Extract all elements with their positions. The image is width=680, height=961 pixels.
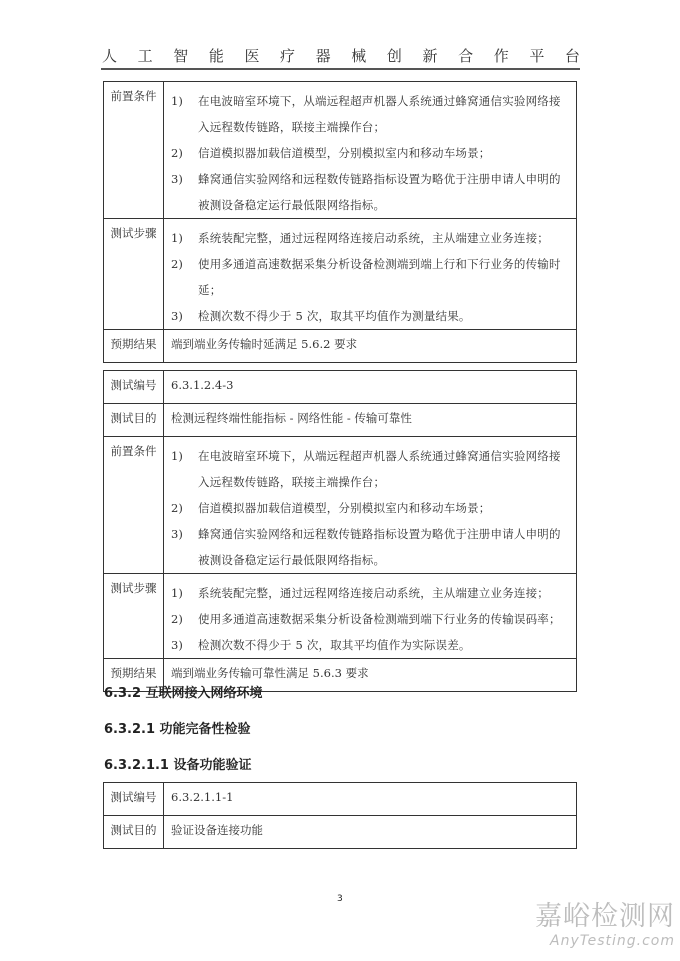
- row-test-id: [104, 371, 577, 404]
- watermark-cn: 嘉峪检测网: [535, 901, 675, 932]
- header-char: 平: [529, 47, 545, 65]
- item-number: 2): [171, 612, 183, 626]
- item-text: 系统装配完整，通过远程网络连接启动系统，主从端建立业务连接；: [198, 586, 549, 600]
- list-item: [171, 251, 570, 303]
- row-preconditions: [104, 82, 577, 219]
- header-char: 智: [173, 47, 189, 65]
- item-line: 蜂窝通信实验网络和远程数传链路指标设置为略优于注册申请人申明的: [198, 172, 561, 186]
- list-item: [171, 632, 570, 658]
- item-number: 1): [171, 94, 183, 108]
- preconditions-list: [164, 82, 577, 219]
- expected-label: 预期结果: [104, 330, 164, 363]
- item-text: 检测次数不得少于 5 次，取其平均值作为测量结果。: [198, 309, 471, 323]
- test-id-label: 测试编号: [104, 783, 164, 816]
- purpose-label: 测试目的: [104, 404, 164, 437]
- row-expected: [104, 330, 577, 363]
- item-text: 检测次数不得少于 5 次，取其平均值作为实际误差。: [198, 638, 471, 652]
- header-char: 医: [244, 47, 260, 65]
- item-text: [198, 443, 570, 495]
- test-id-label: 测试编号: [104, 371, 164, 404]
- test-id-value: 6.3.2.1.1-1: [164, 783, 577, 816]
- row-purpose: [104, 404, 577, 437]
- header-char: 能: [208, 47, 224, 65]
- item-text: 信道模拟器加载信道模型，分别模拟室内和移动车场景；: [198, 146, 491, 160]
- row-test-id: [104, 783, 577, 816]
- watermark-en: AnyTesting.com: [550, 933, 675, 949]
- watermark-logo: [525, 902, 675, 950]
- item-number: 1): [171, 449, 183, 463]
- item-line: 被测设备稳定运行最低限网络指标。: [198, 198, 386, 212]
- list-item: [171, 303, 570, 329]
- purpose-value: 验证设备连接功能: [164, 816, 577, 849]
- header-char: 新: [422, 47, 438, 65]
- header-char: 作: [493, 47, 509, 65]
- expected-value: 端到端业务传输可靠性满足 5.6.3 要求: [164, 659, 577, 692]
- item-line: 在电波暗室环境下，从端远程超声机器人系统通过蜂窝通信实验网络接: [198, 94, 561, 108]
- steps-label: 测试步骤: [104, 219, 164, 330]
- item-number: 3): [171, 638, 183, 652]
- item-text: [198, 521, 570, 573]
- row-preconditions: [104, 437, 577, 574]
- item-text: [198, 88, 570, 140]
- expected-label: 预期结果: [104, 659, 164, 692]
- preconditions-label: 前置条件: [104, 437, 164, 574]
- row-steps: [104, 219, 577, 330]
- header-char: 合: [458, 47, 474, 65]
- list-item: [171, 606, 570, 632]
- item-number: 2): [171, 501, 183, 515]
- item-line: 入远程数传链路，联接主端操作台；: [198, 475, 386, 489]
- list-item: [171, 225, 570, 251]
- row-steps: [104, 574, 577, 659]
- section-heading-6-3-2-1-1: 6.3.2.1.1 设备功能验证: [104, 758, 252, 773]
- header-char: 疗: [280, 47, 296, 65]
- item-number: 1): [171, 231, 183, 245]
- purpose-value: 检测远程终端性能指标 - 网络性能 - 传输可靠性: [164, 404, 577, 437]
- item-line: 在电波暗室环境下，从端远程超声机器人系统通过蜂窝通信实验网络接: [198, 449, 561, 463]
- header-char: 人: [102, 47, 118, 65]
- list-item: [171, 580, 570, 606]
- item-line: 被测设备稳定运行最低限网络指标。: [198, 553, 386, 567]
- item-line: 蜂窝通信实验网络和远程数传链路指标设置为略优于注册申请人申明的: [198, 527, 561, 541]
- list-item: [171, 495, 570, 521]
- item-number: 2): [171, 146, 183, 160]
- running-header: [102, 42, 580, 66]
- section-heading-6-3-2-1: 6.3.2.1 功能完备性检验: [104, 722, 251, 737]
- item-number: 2): [171, 257, 183, 271]
- test-table-6-3-2-1-1-1: [103, 782, 577, 849]
- item-text: 系统装配完整，通过远程网络连接启动系统，主从端建立业务连接；: [198, 231, 549, 245]
- steps-list: [164, 574, 577, 659]
- item-number: 3): [171, 527, 183, 541]
- list-item: [171, 166, 570, 218]
- steps-list: [164, 219, 577, 330]
- purpose-label: 测试目的: [104, 816, 164, 849]
- preconditions-list: [164, 437, 577, 574]
- list-item: [171, 88, 570, 140]
- item-line: 入远程数传链路，联接主端操作台；: [198, 120, 386, 134]
- header-char: 工: [137, 47, 153, 65]
- header-rule: [101, 68, 580, 70]
- list-item: [171, 521, 570, 573]
- item-text: 使用多通道高速数据采集分析设备检测端到端下行业务的传输误码率；: [198, 612, 561, 626]
- test-id-value: 6.3.1.2.4-3: [164, 371, 577, 404]
- preconditions-label: 前置条件: [104, 82, 164, 219]
- header-char: 器: [315, 47, 331, 65]
- item-line: 延；: [198, 283, 222, 297]
- item-line: 使用多通道高速数据采集分析设备检测端到端上行和下行业务的传输时: [198, 257, 561, 271]
- list-item: [171, 140, 570, 166]
- item-text: [198, 251, 570, 303]
- page-number: 3: [337, 894, 343, 904]
- test-table-continued: [103, 81, 577, 363]
- item-text: 信道模拟器加载信道模型，分别模拟室内和移动车场景；: [198, 501, 491, 515]
- header-char: 创: [386, 47, 402, 65]
- expected-value: 端到端业务传输时延满足 5.6.2 要求: [164, 330, 577, 363]
- item-number: 3): [171, 172, 183, 186]
- test-table-6-3-1-2-4-3: [103, 370, 577, 692]
- steps-label: 测试步骤: [104, 574, 164, 659]
- header-char: 台: [564, 47, 580, 65]
- section-heading-6-3-2: 6.3.2 互联网接入网络环境: [104, 686, 263, 701]
- item-number: 3): [171, 309, 183, 323]
- header-char: 械: [351, 47, 367, 65]
- item-text: [198, 166, 570, 218]
- item-number: 1): [171, 586, 183, 600]
- row-purpose: [104, 816, 577, 849]
- list-item: [171, 443, 570, 495]
